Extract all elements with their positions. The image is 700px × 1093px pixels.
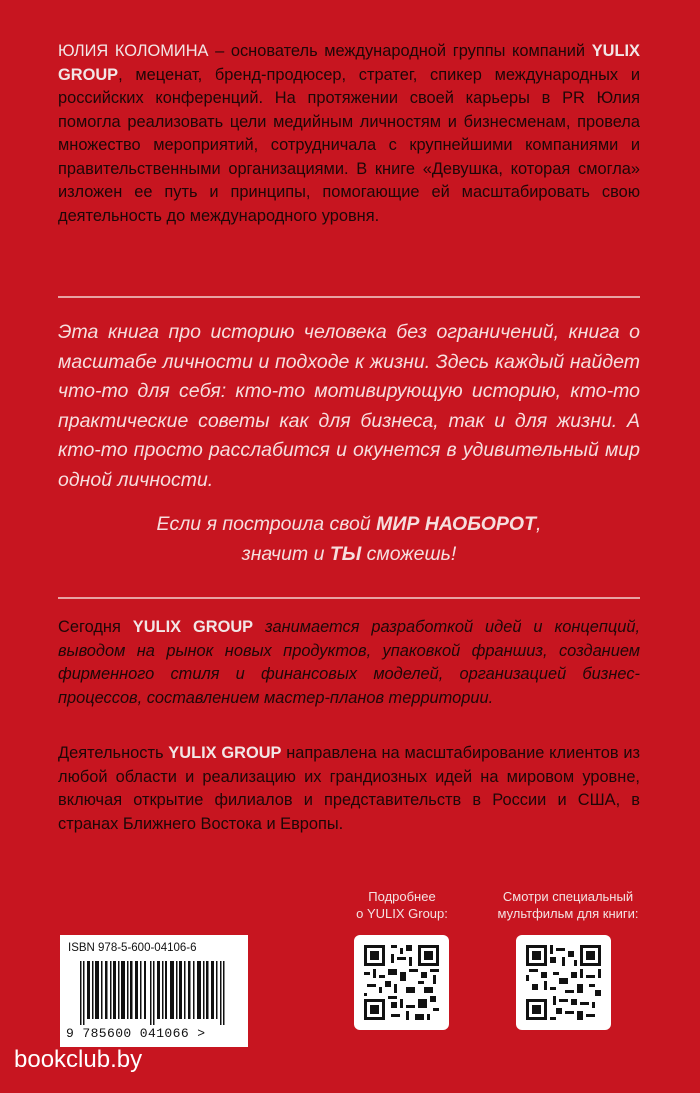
bio-brand: YULIX GROUP — [58, 42, 640, 84]
isbn-barcode — [60, 935, 248, 1047]
divider-bottom — [58, 597, 640, 599]
book-quote: Эта книга про историю человека без ограничений, книга о масштабе личности и подходе к жизни. Здесь каждый найдет что-то для себя: кто-то мотивирующую историю, кто-то практические советы как для бизнеса, так и для жизни. А кто-то просто расслабится и окунется в удивительный мир одной личности. — [58, 321, 640, 491]
qr-right-caption: Смотри специальный мультфильм для книги: — [497, 889, 639, 921]
slogan-line-1: Если я построила свой МИР НАОБОРОТ, — [156, 513, 542, 535]
qr-code-icon — [364, 945, 439, 1020]
qr-code-icon — [526, 945, 601, 1020]
slogan — [58, 510, 640, 569]
barcode-digits: 9 785600 041066 > — [66, 1026, 206, 1041]
isbn-number: ISBN 978-5-600-04106-6 — [68, 942, 197, 954]
qr-left-caption: Подробнее о YULIX Group: — [356, 889, 448, 921]
activity-brand: YULIX GROUP — [132, 618, 254, 636]
author-bio — [58, 40, 640, 228]
bio-text-1: – основатель международной группы компаний — [208, 42, 592, 60]
slogan-line-2: значит и ТЫ сможешь! — [241, 542, 457, 565]
qr-code-company[interactable] — [354, 935, 449, 1030]
watermark: bookclub.by — [14, 1046, 143, 1073]
qr-code-cartoon[interactable] — [516, 935, 611, 1030]
author-name: ЮЛИЯ КОЛОМИНА — [58, 42, 209, 60]
direction-brand: YULIX GROUP — [168, 744, 282, 762]
bio-text-2: , меценат, бренд-продюсер, стратег, спикер международных и российских конференций. На протяжении своей карьеры в PR Юлия помогла реализовать цели медийным личностям и бизнесменам, провела множество мероприятий, сотрудничала с крупнейшими компаниями и правительственными организациями. В книге «Девушка, которая смогла» изложен ее путь и принципы, помогающие ей масштабировать свою деятельность до международного уровня. — [58, 65, 640, 225]
activity-paragraph: Сегодня YULIX GROUP занимается разработкой идей и концепций, выводом на рынок новых продуктов, упаковкой франшиз, созданием фирменного стиля и финансовых моделей, организацией бизнес-процессов, составлением мастер-планов территории. — [58, 618, 640, 707]
direction-paragraph: Деятельность YULIX GROUP направлена на масштабирование клиентов из любой области и реализацию их грандиозных идей на мировом уровне, включая открытие филиалов и представительств в России и США, в странах Ближнего Востока и Европы. — [58, 744, 640, 833]
barcode-icon — [80, 961, 232, 1025]
divider-top — [58, 296, 640, 298]
